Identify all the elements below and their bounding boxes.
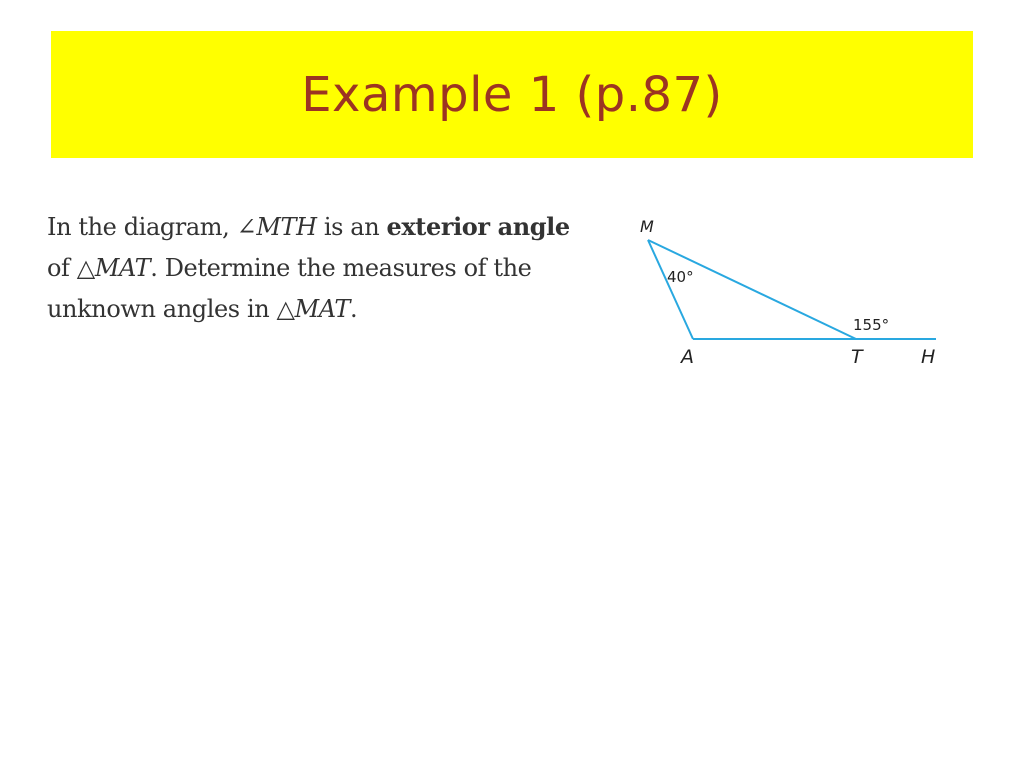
vertex-label-a: A [681,346,694,368]
problem-text: . Determine the measures of the [150,254,532,282]
problem-text: unknown angles in [47,295,277,323]
problem-text: of [47,254,77,282]
triangle-diagram [620,200,960,380]
title-banner [51,31,973,158]
triangle-symbol: △ [276,295,295,323]
bold-term: exterior angle [386,212,570,241]
slide-title: Example 1 (p.87) [301,66,723,123]
triangle-name: MAT [294,295,350,323]
vertex-label-h: H [921,346,936,368]
angle-symbol: ∠ [236,213,257,241]
angle-label-m: 40° [667,268,694,286]
problem-line-2 [47,248,607,289]
problem-line-1 [47,206,607,248]
triangle-name: MAT [94,254,151,282]
problem-text: . [349,295,358,323]
vertex-label-m: M [640,217,654,236]
side-mt [648,240,856,339]
problem-text: is an [316,213,387,241]
side-ma [648,240,693,339]
problem-line-3 [47,289,607,330]
problem-statement [47,206,607,330]
triangle-svg [620,200,960,380]
triangle-symbol: △ [76,254,95,282]
vertex-label-t: T [851,346,863,368]
angle-label-exterior-t: 155° [853,316,890,334]
problem-text: In the diagram, [47,213,237,241]
angle-name: MTH [256,213,317,241]
